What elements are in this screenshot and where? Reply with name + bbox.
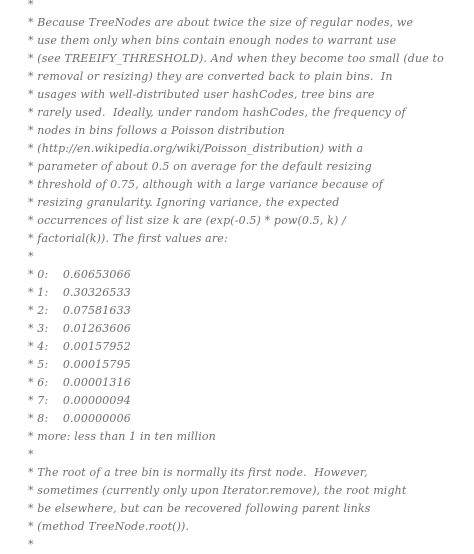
comment-line: * The root of a tree bin is normally its first node. However, [28,466,368,479]
comment-line: * more: less than 1 in ten million [28,430,216,443]
comment-line: * threshold of 0.75, although with a large variance because of [28,178,383,191]
comment-line: * rarely used. Ideally, under random hashCodes, the frequency of [28,106,406,119]
comment-line: * resizing granularity. Ignoring variance, the expected [28,196,340,209]
comment-line: * use them only when bins contain enough nodes to warrant use [28,34,397,47]
comment-line: * 1: 0.30326533 [28,286,131,299]
comment-line: * 2: 0.07581633 [28,304,131,317]
comment-line: * [28,448,34,461]
comment-line: * parameter of about 0.5 on average for the default resizing [28,160,372,173]
comment-line: * occurrences of list size k are (exp(-0.5) * pow(0.5, k) / [28,214,346,227]
comment-line: * nodes in bins follows a Poisson distribution [28,124,285,137]
comment-line: * (method TreeNode.root()). [28,520,190,533]
comment-line: * factorial(k)). The first values are: [28,232,228,245]
comment-line: * [28,250,34,263]
comment-line: * 4: 0.00157952 [28,340,131,353]
comment-line: * [28,538,34,551]
comment-line: * be elsewhere, but can be recovered following parent links [28,502,371,515]
comment-line: * removal or resizing) they are converted back to plain bins. In [28,70,393,83]
comment-line: * 7: 0.00000094 [28,394,131,407]
comment-line: * [28,0,34,11]
comment-line: * 0: 0.60653066 [28,268,131,281]
comment-line: * usages with well-distributed user hashCodes, tree bins are [28,88,375,101]
comment-line: * 6: 0.00001316 [28,376,131,389]
comment-line: * 8: 0.00000006 [28,412,131,425]
comment-line: * sometimes (currently only upon Iterator.remove), the root might [28,484,407,497]
comment-line: * (http://en.wikipedia.org/wiki/Poisson_distribution) with a [28,142,364,155]
comment-line: * Because TreeNodes are about twice the size of regular nodes, we [28,16,414,29]
comment-line: * 5: 0.00015795 [28,358,131,371]
comment-line: * 3: 0.01263606 [28,322,131,335]
comment-line: * (see TREEIFY_THRESHOLD). And when they become too small (due to [28,52,444,65]
